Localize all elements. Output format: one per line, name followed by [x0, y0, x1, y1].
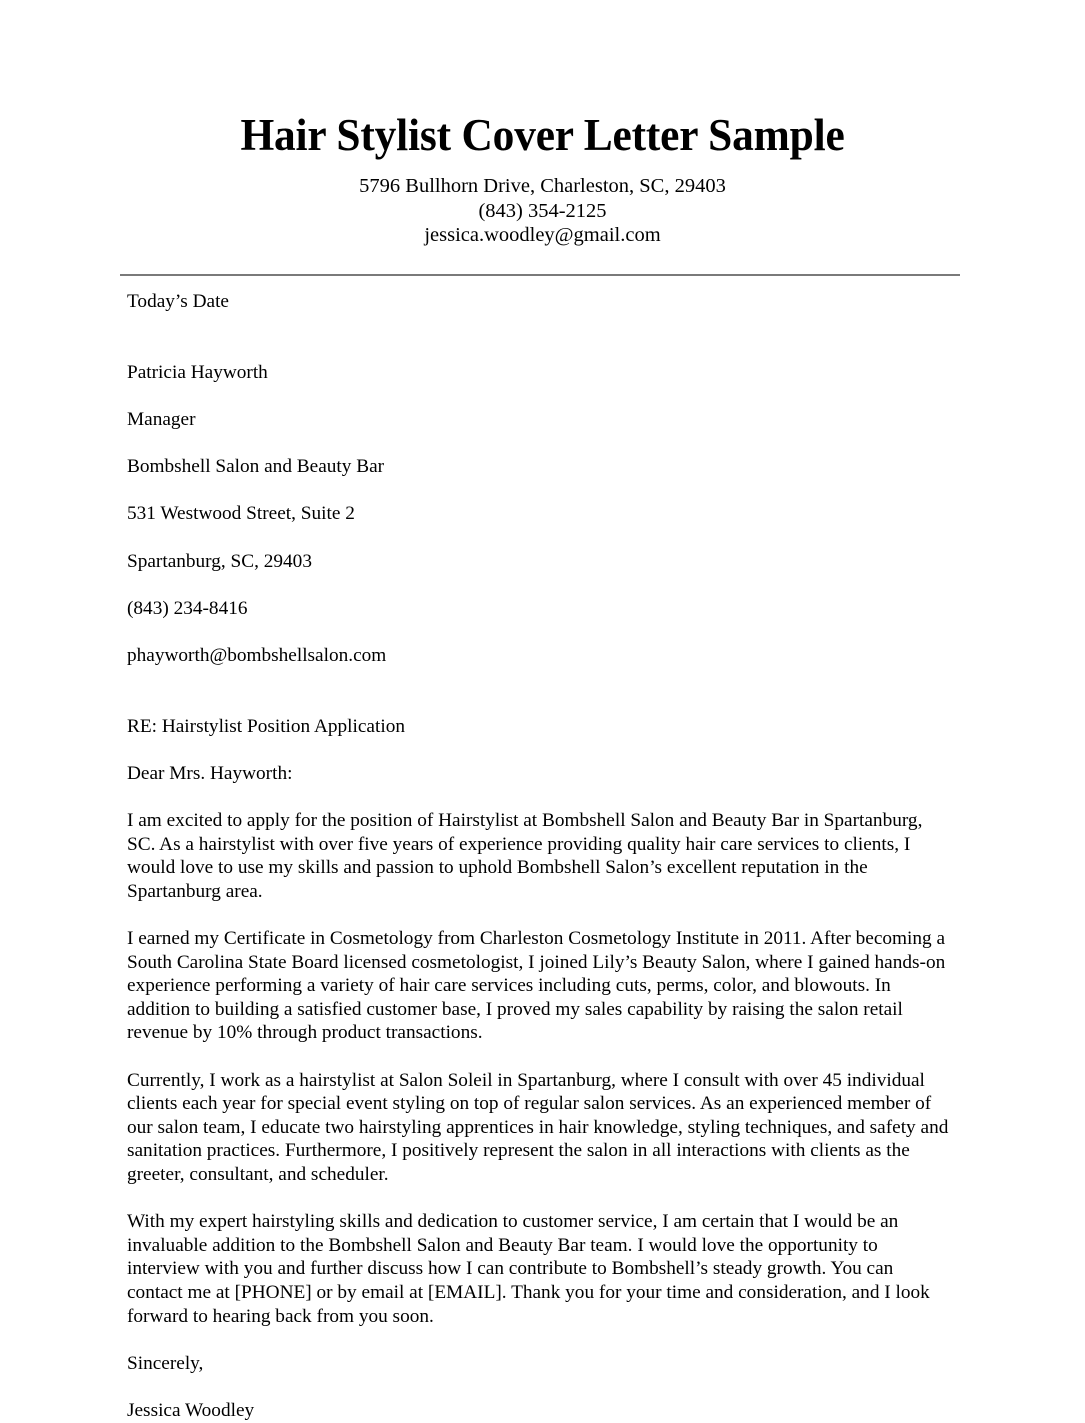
sender-contact-block: [0, 174, 1085, 248]
recipient-city-state-zip: Spartanburg, SC, 29403: [127, 550, 312, 572]
sender-phone: (843) 354-2125: [478, 199, 607, 222]
letterhead: [0, 0, 1085, 248]
sender-address: 5796 Bullhorn Drive, Charleston, SC, 29403: [359, 175, 726, 197]
recipient-address-block: [127, 337, 949, 691]
subject-line: RE: Hairstylist Position Application: [127, 715, 405, 737]
recipient-title: Manager: [127, 408, 196, 430]
body-paragraph-1: I am excited to apply for the position of Hairstylist at Bombshell Salon and Beauty Bar in Spartanburg, SC. As a hairstylist with over five years of experience providing quality hair care services to clients, I would love to use my skills and passion to uphold Bombshell Salon’s excellent reputation in the Spartanburg area.: [127, 810, 923, 902]
page-title: Hair Stylist Cover Letter Sample: [240, 110, 845, 160]
letter-body: [127, 290, 949, 1423]
closing-line: Sincerely,: [127, 1352, 204, 1374]
recipient-street: 531 Westwood Street, Suite 2: [127, 503, 355, 525]
body-paragraph-3: Currently, I work as a hairstylist at Salon Soleil in Spartanburg, where I consult with over 45 individual clients each year for special event styling on top of regular salon services. As an experienced member of our salon team, I educate two hairstyling apprentices in hair knowledge, styling techniques, and safety and sanitation practices. Furthermore, I positively represent the salon in all interactions with clients as the greeter, consultant, and scheduler.: [127, 1069, 949, 1185]
signature-name: Jessica Woodley: [127, 1399, 255, 1421]
date-line: Today’s Date: [127, 291, 229, 312]
recipient-company: Bombshell Salon and Beauty Bar: [127, 456, 385, 478]
sender-email: jessica.woodley@gmail.com: [424, 224, 661, 247]
header-divider: [120, 274, 960, 276]
recipient-phone: (843) 234-8416: [127, 597, 248, 619]
salutation: Dear Mrs. Hayworth:: [127, 762, 293, 784]
body-paragraph-2: I earned my Certificate in Cosmetology from Charleston Cosmetology Institute in 2011. After becoming a South Carolina State Board licensed cosmetologist, I joined Lily’s Beauty Salon, where I gained hands-on experience performing a variety of hair care services including cuts, perms, color, and blowouts. In addition to building a satisfied customer base, I proved my sales capability by raising the salon retail revenue by 10% through product transactions.: [127, 928, 946, 1044]
recipient-email: phayworth@bombshellsalon.com: [127, 644, 387, 666]
recipient-name: Patricia Hayworth: [127, 361, 268, 383]
body-paragraph-4: With my expert hairstyling skills and dedication to customer service, I am certain that I would be an invaluable addition to the Bombshell Salon and Beauty Bar team. I would love the opportunity to interview with you and further discuss how I can contribute to Bombshell’s steady growth. You can contact me at [PHONE] or by email at [EMAIL]. Thank you for your time and consideration, and I look forward to hearing back from you soon.: [127, 1211, 930, 1327]
